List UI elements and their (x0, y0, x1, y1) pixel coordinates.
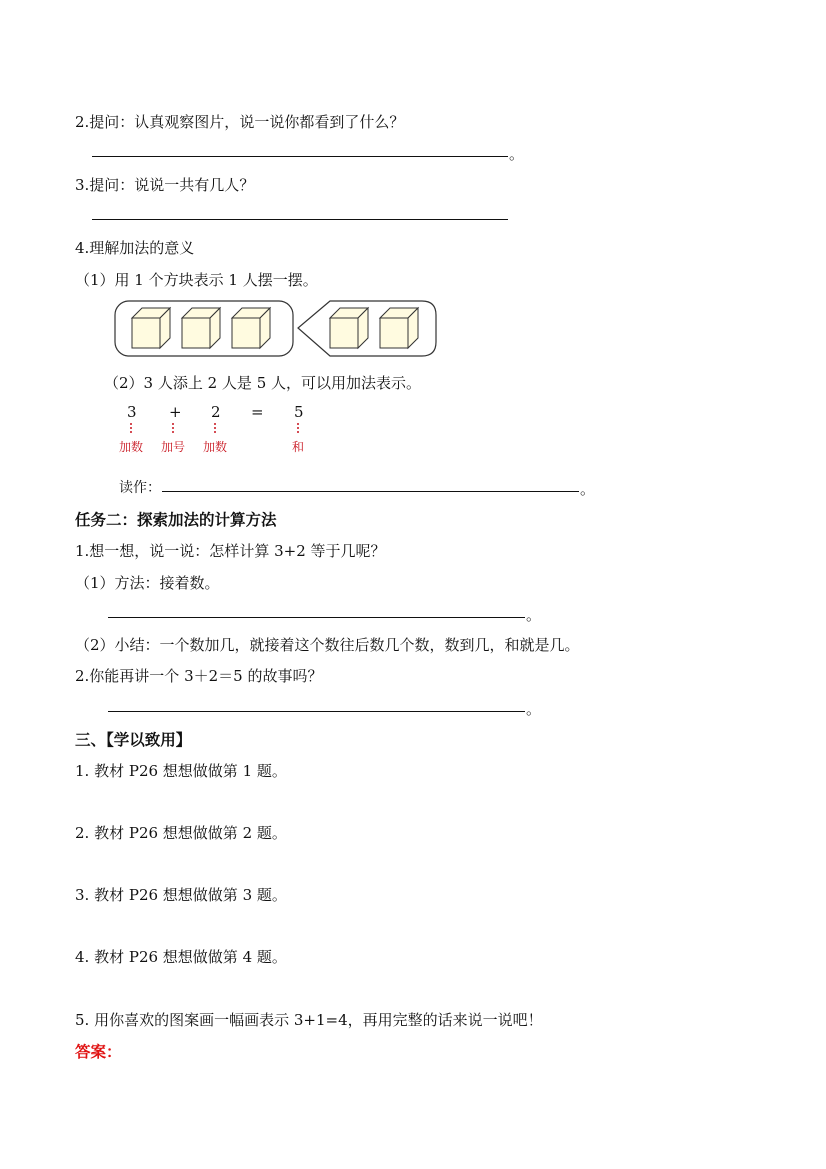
dots-sum (296, 423, 300, 435)
task2-question-2: 2.你能再讲一个 3＋2＝5 的故事吗？ (75, 667, 323, 685)
question-3: 3.提问：说说一共有几人？ (75, 176, 255, 194)
dots-a (129, 423, 133, 435)
dots-b (213, 423, 217, 435)
line-end-q2: 。 (509, 145, 525, 163)
exercise-item-2: 2. 教材 P26 想想做做第 2 题。 (75, 824, 287, 842)
cube-illustration (112, 298, 442, 360)
task2-method: （1）方法：接着数。 (75, 574, 220, 592)
answer-line-q3[interactable] (92, 219, 508, 220)
cube-icon (330, 308, 368, 348)
label-addend-b: 加数 (202, 440, 227, 454)
line-end-story: 。 (526, 700, 542, 718)
label-sum: 和 (291, 440, 304, 454)
section3-title: 三、【学以致用】 (75, 731, 192, 749)
task2-title: 任务二：探索加法的计算方法 (75, 511, 277, 529)
exercise-item-1: 1. 教材 P26 想想做做第 1 题。 (75, 762, 287, 780)
answer-label: 答案： (75, 1043, 122, 1061)
question-4-sub1: （1）用 1 个方块表示 1 人摆一摆。 (75, 271, 318, 289)
line-end-read: 。 (580, 480, 596, 498)
equation-plus: + (169, 403, 182, 421)
answer-line-method[interactable] (108, 617, 525, 618)
exercise-item-3: 3. 教材 P26 想想做做第 3 题。 (75, 886, 287, 904)
question-2: 2.提问：认真观察图片，说一说你都看到了什么？ (75, 113, 405, 131)
read-label: 读作： (119, 480, 161, 496)
cube-icon (132, 308, 170, 348)
cube-icon (232, 308, 270, 348)
question-4-sub2: （2）3 人添上 2 人是 5 人，可以用加法表示。 (104, 374, 422, 392)
answer-line-read[interactable] (162, 491, 579, 492)
dots-plus (171, 423, 175, 435)
equation-sum: 5 (294, 403, 304, 421)
exercise-item-5: 5. 用你喜欢的图案画一幅画表示 3+1=4，再用完整的话来说一说吧！ (75, 1011, 543, 1029)
equation-equals: = (251, 403, 264, 421)
line-end-method: 。 (526, 606, 542, 624)
answer-line-q2[interactable] (92, 156, 508, 157)
question-4: 4.理解加法的意义 (75, 239, 195, 257)
cube-icon (380, 308, 418, 348)
equation-addend-a: 3 (127, 403, 137, 421)
answer-line-story[interactable] (108, 711, 525, 712)
label-addend-a: 加数 (118, 440, 143, 454)
cube-icon (182, 308, 220, 348)
task2-summary: （2）小结：一个数加几，就接着这个数往后数几个数，数到几，和就是几。 (75, 636, 580, 654)
exercise-item-4: 4. 教材 P26 想想做做第 4 题。 (75, 948, 287, 966)
task2-question-1: 1.想一想，说一说：怎样计算 3+2 等于几呢？ (75, 542, 386, 560)
equation-addend-b: 2 (211, 403, 221, 421)
label-plus-sign: 加号 (160, 440, 185, 454)
